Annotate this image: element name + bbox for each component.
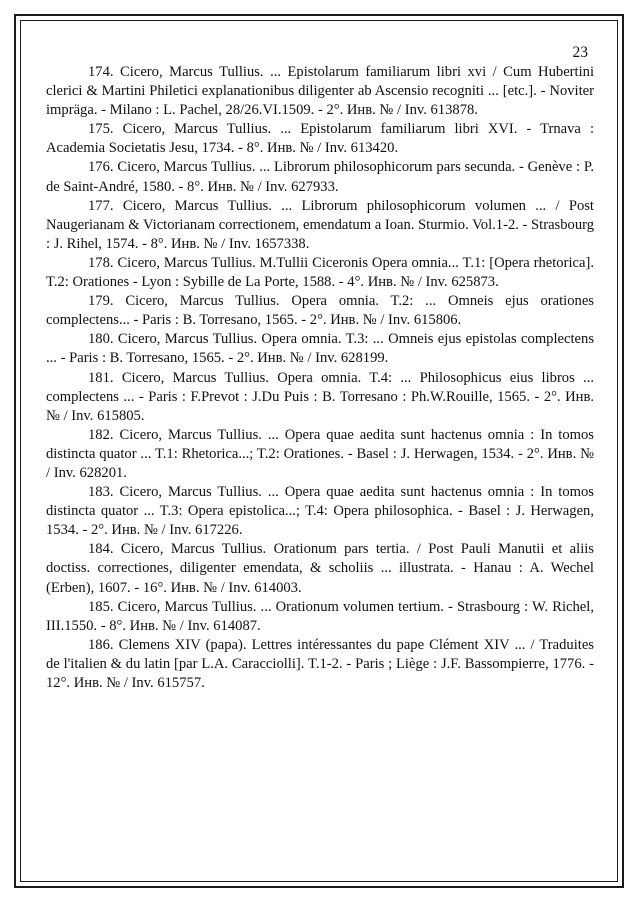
entry-text: Cicero, Marcus Tullius. ... Orationum volumen tertium. - Strasbourg : W. Richel, III.1550. - 8°. Инв. № / Inv. 614087. xyxy=(46,598,594,634)
entry-text: Cicero, Marcus Tullius. ... Opera quae aedita sunt hactenus omnia : In tomos distincta quator ... T.3: Opera epistolica...; T.4: Opera philosophica. - Basel : J. Herwagen, 1534. - 2°. Инв. № / Inv. 617226. xyxy=(46,484,594,539)
entry-text: Cicero, Marcus Tullius. ... Librorum philosophicorum pars secunda. - Genève : P. de Saint-André, 1580. - 8°. Инв. № / Inv. 627933. xyxy=(46,159,594,195)
entry-text: Cicero, Marcus Tullius. Orationum pars tertia. / Post Pauli Manutii et aliis doctiss. correctiones, diligenter emendata, & scholiis ... illustrata. - Hanau : A. Wechel (Erben), 1607. - 16°. Инв. № / Inv. 614003. xyxy=(46,541,594,596)
catalog-entry xyxy=(46,636,594,693)
entry-text: Cicero, Marcus Tullius. ... Epistolarum familiarum libri XVI. - Trnava : Academia Societatis Jesu, 1734. - 8°. Инв. № / Inv. 613420. xyxy=(46,121,594,157)
entry-number: 181. xyxy=(88,369,114,386)
catalog-entry xyxy=(46,292,594,330)
entry-number: 185. xyxy=(88,598,114,615)
catalog-entry xyxy=(46,483,594,540)
catalog-entry xyxy=(46,63,594,120)
catalog-entry xyxy=(46,540,594,597)
catalog-entry xyxy=(46,369,594,426)
entry-number: 179. xyxy=(88,293,114,310)
catalog-entry xyxy=(46,598,594,636)
entry-text: Cicero, Marcus Tullius. Opera omnia. T.4: ... Philosophicus eius libros ... complectens ... - Paris : F.Prevot : J.Du Puis : B. Torresano : Ph.W.Rouille, 1565. - 2°. Инв. № / Inv. 615805. xyxy=(46,369,594,424)
page-number: 23 xyxy=(572,44,588,61)
catalog-entry xyxy=(46,330,594,368)
entry-number: 183. xyxy=(88,484,114,501)
catalog-entry xyxy=(46,120,594,158)
entry-text: Cicero, Marcus Tullius. Opera omnia. T.3: ... Omneis ejus epistolas complectens ... - Paris : B. Torresano, 1565. - 2°. Инв. № / Inv. 628199. xyxy=(46,331,594,367)
entry-text: Cicero, Marcus Tullius. ... Epistolarum familiarum libri xvi / Cum Hubertini clerici & Martini Philetici explanationibus diligenter ab Ascensio recogniti ... [etc.]. - Noviter impräga. - Milano : L. Pachel, 28/26.VI.1509. - 2°. Инв. № / Inv. 613878. xyxy=(46,64,594,119)
entry-number: 175. xyxy=(88,121,114,138)
entry-number: 186. xyxy=(88,636,114,653)
entry-text: Cicero, Marcus Tullius. M.Tullii Ciceronis Opera omnia... T.1: [Opera rhetorica]. T.2: Orationes - Lyon : Sybille de La Porte, 1588. - 4°. Инв. № / Inv. 625873. xyxy=(46,254,594,291)
entry-number: 184. xyxy=(88,541,114,558)
entry-number: 177. xyxy=(88,197,114,214)
catalog-entry xyxy=(46,158,594,196)
catalog-entry xyxy=(46,197,594,254)
catalog-entry xyxy=(46,426,594,483)
entry-number: 178. xyxy=(88,254,114,271)
entry-text: Clemens XIV (papa). Lettres intéressantes du pape Clément XIV ... / Traduites de l'italien & du latin [par L.A. Caracciolli]. T.1-2. - Paris ; Liège : J.F. Bassompierre, 1776. - 12°. Инв. № / Inv. 615757. xyxy=(46,636,594,691)
catalog-entry xyxy=(46,254,594,292)
entry-number: 180. xyxy=(88,331,114,348)
entry-text: Cicero, Marcus Tullius. ... Opera quae aedita sunt hactenus omnia : In tomos distincta quator ... T.1: Rhetorica...; T.2: Orationes. - Basel : J. Herwagen, 1534. - 2°. Инв. № / Inv. 628201. xyxy=(46,426,594,481)
entry-text: Cicero, Marcus Tullius. ... Librorum philosophicorum volumen ... / Post Naugerianam & Victorianam correctionem, emendatum a Ioan. Sturmio. Vol.1-2. - Strasbourg : J. Rihel, 1574. - 8°. Инв. № / Inv. 1657338. xyxy=(46,197,595,252)
entry-number: 176. xyxy=(88,159,114,176)
catalog-entries xyxy=(46,63,594,693)
entry-text: Cicero, Marcus Tullius. Opera omnia. T.2: ... Omneis ejus orationes complectens... - Paris : B. Torresano, 1565. - 2°. Инв. № / Inv. 615806. xyxy=(46,293,594,329)
entry-number: 182. xyxy=(88,426,114,443)
entry-number: 174. xyxy=(88,64,114,80)
